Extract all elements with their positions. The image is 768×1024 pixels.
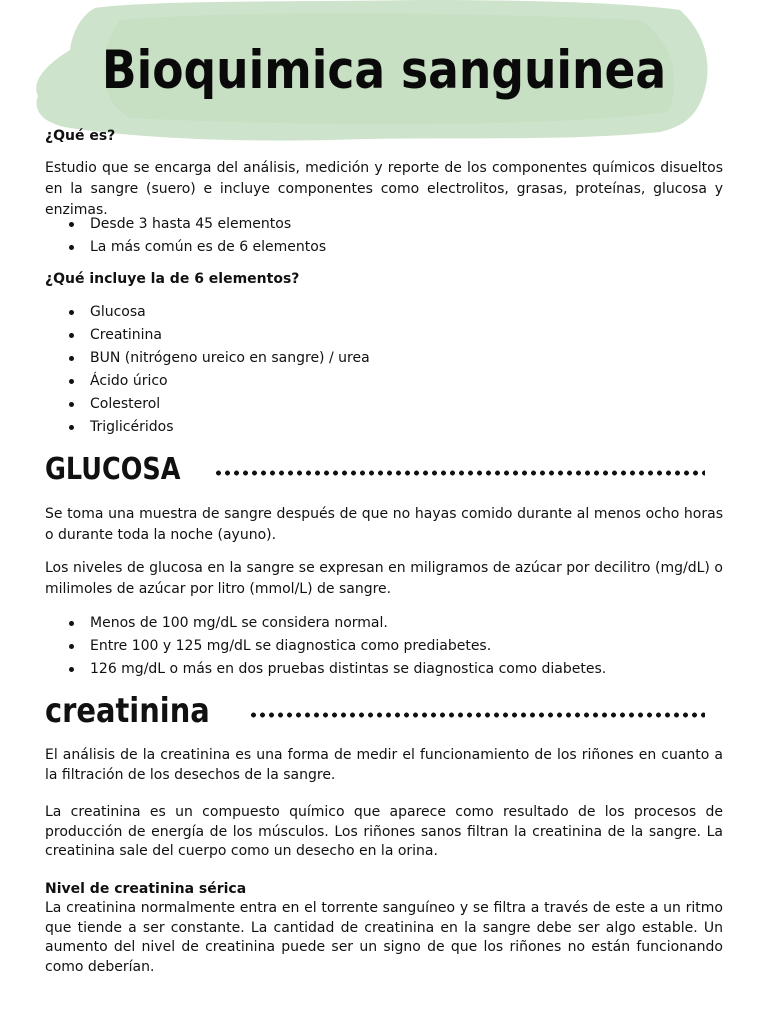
glucosa-title: GLUCOSA bbox=[45, 451, 181, 487]
intro-bullet-list bbox=[45, 213, 723, 259]
creatinina-paragraph-2: La creatinina es un compuesto químico que aparece como resultado de los procesos de producción de energía de los músculos. Los riñones sanos filtran la creatinina de la sangre. La creatinina sale del cuerpo como un desecho en la orina. bbox=[45, 804, 723, 859]
glucosa-bullet-list bbox=[45, 612, 723, 681]
creatinina-paragraph-1: El análisis de la creatinina es una forma de medir el funcionamiento de los riñones en cuanto a la filtración de los desechos de la sangre. bbox=[45, 747, 723, 783]
creatinina-subheading: Nivel de creatinina sérica bbox=[45, 880, 247, 897]
glucosa-section bbox=[45, 504, 723, 600]
list-item: Creatinina bbox=[45, 324, 723, 347]
list-item: Colesterol bbox=[45, 393, 723, 416]
list-item: Ácido úrico bbox=[45, 370, 723, 393]
glucosa-paragraph-2: Los niveles de glucosa en la sangre se expresan en miligramos de azúcar por decilitro (mg/dL) o milimoles de azúcar por litro (mmol/L) de sangre. bbox=[45, 560, 723, 597]
intro-paragraph: Estudio que se encarga del análisis, medición y reporte de los componentes químicos disueltos en la sangre (suero) e incluye componentes como electrolitos, grasas, proteínas, glucosa y enzimas. bbox=[45, 160, 723, 218]
creatinina-paragraph-3: La creatinina normalmente entra en el torrente sanguíneo y se filtra a través de este a un ritmo que tiende a ser constante. La cantidad de creatinina en la sangre debe ser algo estable. Un aumento del nivel de creatinina puede ser un signo de que los riñones no están funcionando como deberían. bbox=[45, 900, 723, 975]
glucosa-heading bbox=[45, 449, 705, 489]
dotted-divider bbox=[249, 712, 705, 718]
elements-list bbox=[45, 301, 723, 439]
list-item: Entre 100 y 125 mg/dL se diagnostica como prediabetes. bbox=[45, 635, 723, 658]
creatinina-heading bbox=[45, 691, 705, 731]
list-item: Glucosa bbox=[45, 301, 723, 324]
question-six-elements: ¿Qué incluye la de 6 elementos? bbox=[45, 271, 300, 287]
creatinina-section bbox=[45, 746, 723, 977]
page-title: Bioquimica sanguinea bbox=[101, 40, 667, 101]
dotted-divider bbox=[214, 470, 705, 476]
list-item: 126 mg/dL o más en dos pruebas distintas se diagnostica como diabetes. bbox=[45, 658, 723, 681]
intro-section bbox=[45, 126, 723, 221]
list-item: La más común es de 6 elementos bbox=[45, 236, 723, 259]
list-item: Menos de 100 mg/dL se considera normal. bbox=[45, 612, 723, 635]
glucosa-paragraph-1: Se toma una muestra de sangre después de que no hayas comido durante al menos ocho horas o durante toda la noche (ayuno). bbox=[45, 506, 723, 543]
list-item: BUN (nitrógeno ureico en sangre) / urea bbox=[45, 347, 723, 370]
list-item: Desde 3 hasta 45 elementos bbox=[45, 213, 723, 236]
list-item: Triglicéridos bbox=[45, 416, 723, 439]
creatinina-title: creatinina bbox=[45, 691, 210, 731]
question-what-is: ¿Qué es? bbox=[45, 128, 116, 144]
